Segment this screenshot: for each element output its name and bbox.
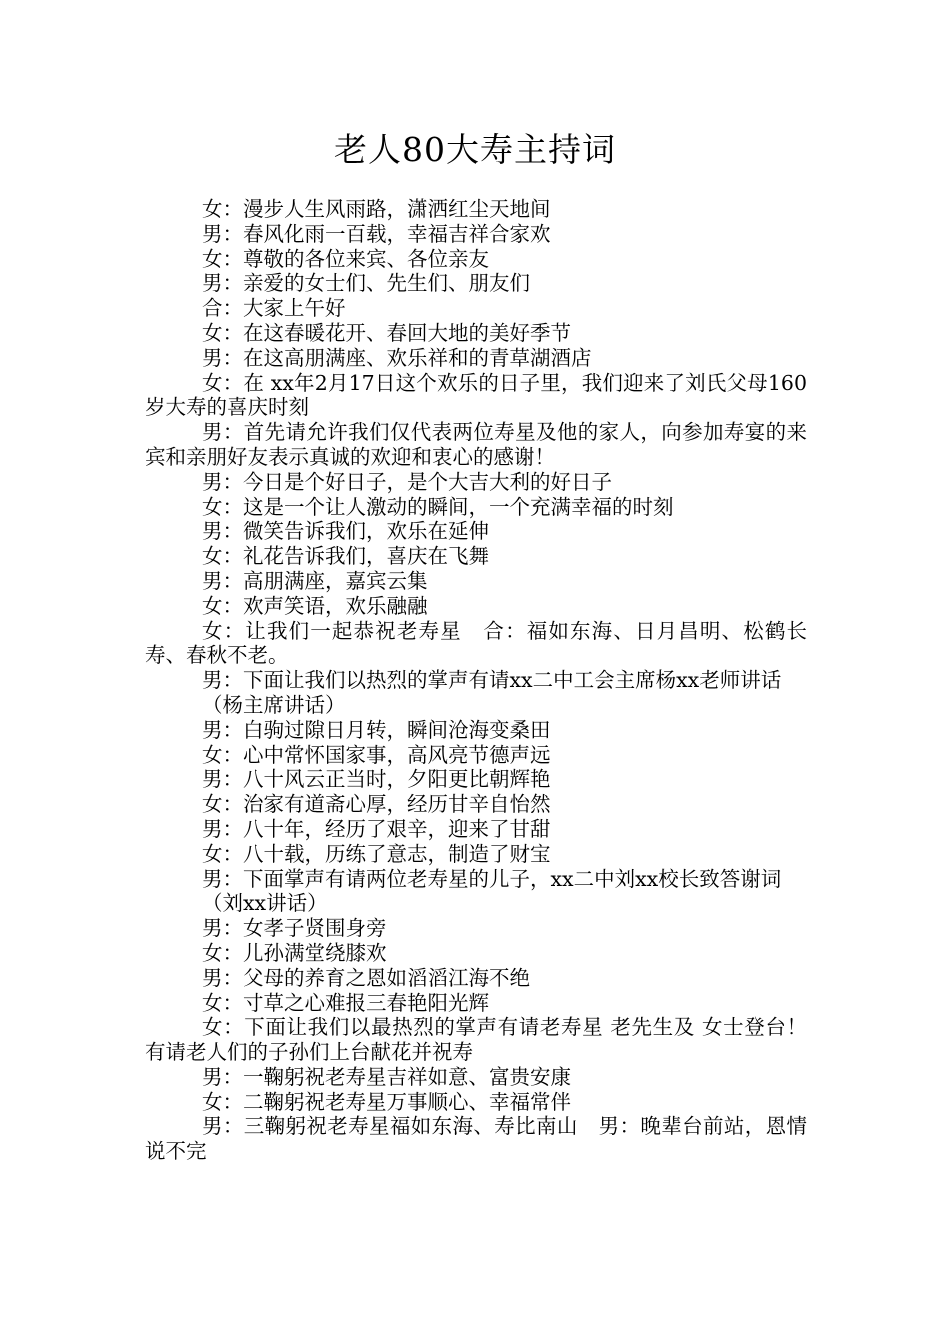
paragraph: 女：二鞠躬祝老寿星万事顺心、幸福常伴 bbox=[202, 1089, 571, 1114]
paragraph: 女：在 xx年2月17日这个欢乐的日子里，我们迎来了刘氏父母160岁大寿的喜庆时刻 bbox=[145, 370, 807, 420]
paragraph: 男：高朋满座，嘉宾云集 bbox=[202, 568, 428, 593]
paragraph: 男：一鞠躬祝老寿星吉祥如意、富贵安康 bbox=[202, 1064, 571, 1089]
paragraph: 女：在这春暖花开、春回大地的美好季节 bbox=[202, 320, 571, 345]
paragraph: 女：漫步人生风雨路，潇洒红尘天地间 bbox=[202, 197, 551, 221]
paragraph: 女：欢声笑语，欢乐融融 bbox=[202, 593, 428, 618]
paragraph: 女：治家有道斋心厚，经历甘辛自怡然 bbox=[202, 792, 551, 817]
paragraph: 男：春风化雨一百载，幸福吉祥合家欢 bbox=[202, 221, 551, 246]
paragraph: 男：八十风云正当时，夕阳更比朝辉艳 bbox=[202, 767, 551, 792]
paragraph: 男：女孝子贤围身旁 bbox=[202, 916, 387, 941]
paragraph: （刘xx讲话） bbox=[202, 891, 328, 916]
paragraph: 男：下面让我们以热烈的掌声有请xx二中工会主席杨xx老师讲话 bbox=[202, 668, 782, 693]
paragraph: 女：让我们一起恭祝老寿星 合：福如东海、日月昌明、松鹤长寿、春秋不老。 bbox=[145, 618, 807, 668]
paragraph: 女：尊敬的各位来宾、各位亲友 bbox=[202, 246, 489, 271]
paragraph: 女：寸草之心难报三春艳阳光辉 bbox=[202, 990, 489, 1015]
paragraph: 男：三鞠躬祝老寿星福如东海、寿比南山 男：晚辈台前站，恩情说不完 bbox=[145, 1114, 807, 1164]
paragraph: 女：下面让我们以最热烈的掌声有请老寿星 老先生及 女士登台！有请老人们的子孙们上台献花并祝寿 bbox=[145, 1015, 807, 1065]
paragraph: 男：白驹过隙日月转，瞬间沧海变桑田 bbox=[202, 717, 551, 742]
paragraph: 女：礼花告诉我们，喜庆在飞舞 bbox=[202, 544, 489, 569]
paragraph: 女：心中常怀国家事，高风亮节德声远 bbox=[202, 742, 551, 767]
paragraph: 男：八十年，经历了艰辛，迎来了甘甜 bbox=[202, 816, 551, 841]
document-title: 老人80大寿主持词 bbox=[334, 130, 616, 169]
paragraph: 女：这是一个让人激动的瞬间，一个充满幸福的时刻 bbox=[202, 494, 674, 519]
paragraph: 男：亲爱的女士们、先生们、朋友们 bbox=[202, 271, 530, 296]
paragraph: 男：下面掌声有请两位老寿星的儿子，xx二中刘xx校长致答谢词 bbox=[202, 866, 782, 891]
paragraph: 男：微笑告诉我们，欢乐在延伸 bbox=[202, 519, 489, 544]
paragraph: 男：今日是个好日子，是个大吉大利的好日子 bbox=[202, 469, 612, 494]
paragraph: 男：父母的养育之恩如滔滔江海不绝 bbox=[202, 965, 530, 990]
paragraph: （杨主席讲话） bbox=[202, 692, 346, 717]
paragraph: 男：首先请允许我们仅代表两位寿星及他的家人，向参加寿宴的来宾和亲朋好友表示真诚的欢迎和衷心的感谢！ bbox=[145, 420, 807, 469]
paragraph: 合：大家上午好 bbox=[202, 296, 346, 321]
paragraph: 女：八十载，历练了意志，制造了财宝 bbox=[202, 841, 551, 866]
paragraph: 女：儿孙满堂绕膝欢 bbox=[202, 940, 387, 965]
paragraph: 男：在这高朋满座、欢乐祥和的青草湖酒店 bbox=[202, 345, 592, 370]
document-body bbox=[145, 197, 807, 1164]
